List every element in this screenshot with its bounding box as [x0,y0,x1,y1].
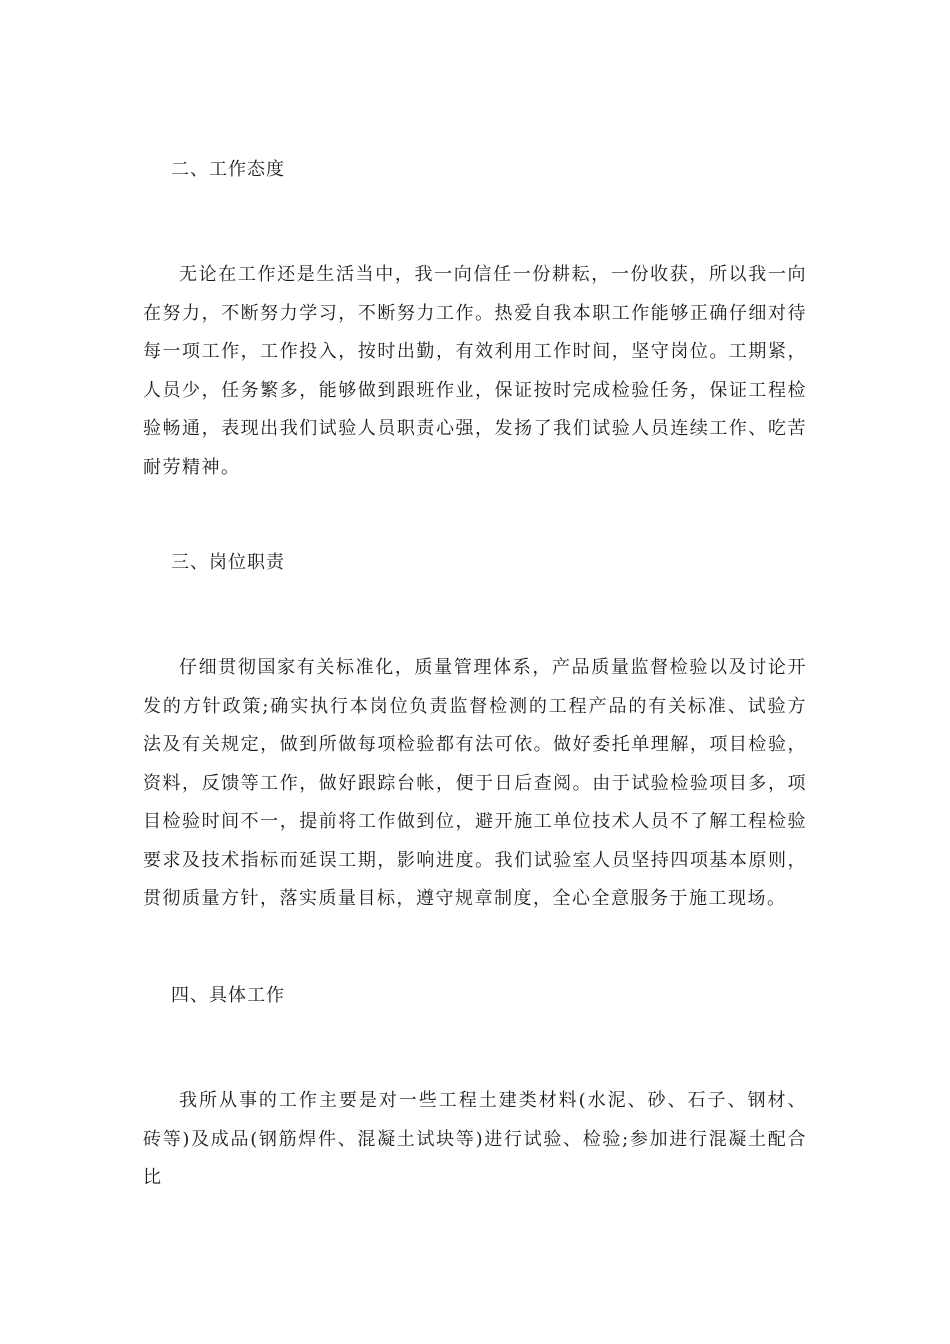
section-heading-attitude: 二、工作态度 [171,159,285,180]
section-paragraph-specific-work: 我所从事的工作主要是对一些工程土建类材料(水泥、砂、石子、钢材、砖等)及成品(钢筋焊件、混凝土试块等)进行试验、检验;参加进行混凝土配合比 [143,1090,807,1188]
section-heading-specific-work: 四、具体工作 [171,985,285,1006]
section-paragraph-attitude: 无论在工作还是生活当中，我一向信任一份耕耘，一份收获，所以我一向在努力，不断努力学习，不断努力工作。热爱自我本职工作能够正确仔细对待每一项工作，工作投入，按时出勤，有效利用工作时间，坚守岗位。工期紧，人员少，任务繁多，能够做到跟班作业，保证按时完成检验任务，保证工程检验畅通，表现出我们试验人员职责心强，发扬了我们试验人员连续工作、吃苦耐劳精神。 [143,264,807,478]
section-heading-duties: 三、岗位职责 [171,552,285,573]
section-paragraph-duties: 仔细贯彻国家有关标准化，质量管理体系，产品质量监督检验以及讨论开发的方针政策;确实执行本岗位负责监督检测的工程产品的有关标准、试验方法及有关规定，做到所做每项检验都有法可依。做好委托单理解，项目检验，资料，反馈等工作，做好跟踪台帐，便于日后查阅。由于试验检验项目多，项目检验时间不一，提前将工作做到位，避开施工单位技术人员不了解工程检验要求及技术指标而延误工期，影响进度。我们试验室人员坚持四项基本原则，贯彻质量方针，落实质量目标，遵守规章制度，全心全意服务于施工现场。 [143,657,807,909]
